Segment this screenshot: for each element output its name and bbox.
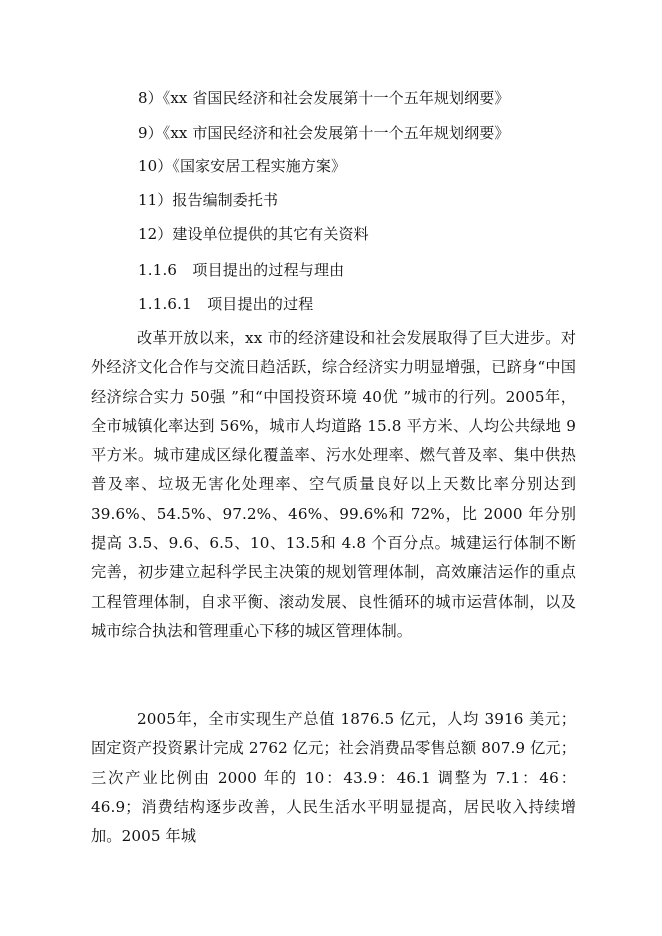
reference-item-10: 10）《国家安居工程实施方案》 (138, 157, 347, 175)
reference-item-12: 12）建设单位提供的其它有关资料 (138, 225, 369, 243)
reference-item-8: 8）《xx 省国民经济和社会发展第十一个五年规划纲要》 (138, 89, 510, 107)
reference-item-9: 9）《xx 市国民经济和社会发展第十一个五年规划纲要》 (138, 124, 510, 142)
section-heading-1-1-6: 1.1.6 项目提出的过程与理由 (138, 261, 345, 279)
reference-item-11: 11）报告编制委托书 (138, 191, 279, 209)
section-heading-1-1-6-1: 1.1.6.1 项目提出的过程 (138, 295, 314, 313)
body-paragraph-1: 改革开放以来，xx 市的经济建设和社会发展取得了巨大进步。对外经济文化合作与交流日趋活跃，综合经济实力明显增强，已跻身“中国经济综合实力 50强 ”和“中国投资环境 40优 ”城市的行列。2005年，全市城镇化率达到 56%，城市人均道路 15.8 平方米、人均公共绿地 9 平方米。城市建成区绿化覆盖率、污水处理率、燃气普及率、集中供热普及率、垃圾无害化处理率、空气质量良好以上天数比率分别达到 39.6%、54.5%、97.2%、46%、99.6%和 72%，比 2000 年分别提高 3.5、9.6、6.5、10、13.5和 4.8 个百分点。城建运行体制不断完善，初步建立起科学民主决策的规划管理体制，高效廉洁运作的重点工程管理体制，自求平衡、滚动发展、良性循环的城市运营体制，以及城市综合执法和管理重心下移的城区管理体制。 (91, 329, 576, 640)
body-paragraph-2: 2005年，全市实现生产总值 1876.5 亿元，人均 3916 美元；固定资产投资累计完成 2762 亿元；社会消费品零售总额 807.9 亿元；三次产业比例由 2000 年的 10：43.9：46.1 调整为 7.1：46：46.9；消费结构逐步改善，人民生活水平明显提高，居民收入持续增加。2005 年城 (91, 710, 576, 846)
